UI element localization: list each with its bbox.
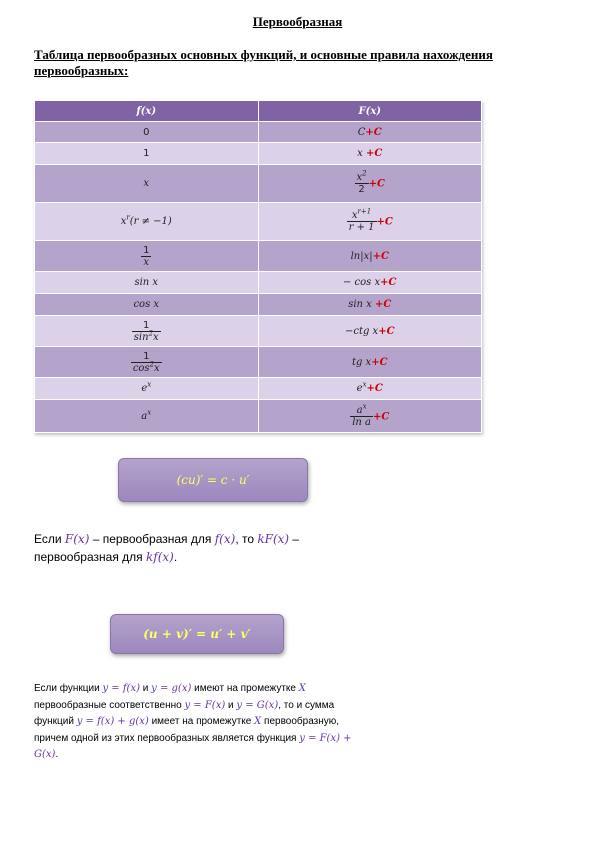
f-denominator-text: x xyxy=(143,256,150,268)
cell-antiderivative xyxy=(258,165,482,203)
rule-constant-multiple: Если F(x) – первообразная для f(x), то kF(x) – первообразная для kf(x). xyxy=(34,532,300,564)
plus-constant: +C xyxy=(371,356,388,368)
cell-function xyxy=(35,241,259,272)
f-expression: 1 xyxy=(143,148,150,159)
cell-antiderivative xyxy=(258,347,482,378)
F-fraction xyxy=(350,402,373,428)
plus-constant: +C xyxy=(372,411,390,422)
cell-function xyxy=(35,122,259,143)
F-numerator-exponent: x xyxy=(362,402,367,411)
f-expression: x xyxy=(120,216,127,227)
f-numerator xyxy=(132,320,161,332)
plus-constant: +C xyxy=(378,325,395,337)
F-numerator xyxy=(350,402,373,417)
table-row xyxy=(35,143,482,165)
intro-text: Таблица первообразных основных функций, и основные правила нахождения первообразных: xyxy=(34,47,493,78)
cell-antiderivative xyxy=(258,272,482,294)
F-expression: ln|x| xyxy=(350,250,373,262)
cell-antiderivative xyxy=(258,122,482,143)
F-expression: − cos x xyxy=(343,277,381,288)
f-numerator xyxy=(141,245,151,257)
F-expression: sin x xyxy=(348,299,375,310)
f-denominator-text: sin xyxy=(133,331,149,343)
formula-constant-rule: (cu)′ = c · u′ xyxy=(118,458,308,502)
plus-constant: +C xyxy=(380,277,397,288)
f-fraction xyxy=(141,245,151,268)
f-numerator-text: 1 xyxy=(143,244,150,256)
cell-function xyxy=(35,378,259,400)
F-exponent: x xyxy=(362,380,367,389)
cell-antiderivative xyxy=(258,294,482,316)
f-denominator xyxy=(131,360,162,374)
formula-sum-rule: (u + v)′ = u′ + v′ xyxy=(110,614,284,654)
f-condition: (r ≠ −1) xyxy=(129,216,172,227)
f-expression: a xyxy=(141,410,148,422)
F-denominator-text: ln a xyxy=(352,416,371,428)
F-denominator xyxy=(347,222,377,233)
header-F: F(x) xyxy=(258,101,482,122)
cell-function xyxy=(35,143,259,165)
F-fraction xyxy=(347,207,377,233)
cell-function xyxy=(35,400,259,433)
F-numerator xyxy=(347,207,377,222)
f-exponent: r xyxy=(126,213,130,222)
f-expression: 0 xyxy=(143,126,150,138)
cell-antiderivative xyxy=(258,400,482,433)
table-row xyxy=(35,241,482,272)
f-denominator xyxy=(141,257,151,268)
F-numerator-text: a xyxy=(356,404,363,416)
plus-constant: +C xyxy=(366,383,383,394)
plus-constant: +C xyxy=(372,250,389,262)
cell-antiderivative xyxy=(258,241,482,272)
F-fraction xyxy=(355,169,369,195)
f-denominator-exponent: 2 xyxy=(149,360,155,369)
f-expression: cos x xyxy=(133,299,160,310)
f-expression: x xyxy=(143,178,150,189)
F-numerator xyxy=(355,169,369,184)
cell-function xyxy=(35,347,259,378)
antiderivative-table xyxy=(34,100,482,433)
cell-antiderivative xyxy=(258,378,482,400)
f-numerator-text: 1 xyxy=(143,350,150,362)
page-title: Первообразная xyxy=(252,14,343,29)
plus-constant: +C xyxy=(374,299,392,310)
f-denominator-tail: x xyxy=(153,331,159,343)
f-expression: sin x xyxy=(134,277,159,288)
f-denominator xyxy=(132,329,161,343)
f-fraction xyxy=(132,320,161,343)
table-row xyxy=(35,294,482,316)
cell-function xyxy=(35,203,259,241)
F-denominator-text: r + 1 xyxy=(348,222,375,233)
f-expression: e xyxy=(141,383,148,394)
F-denominator-text: 2 xyxy=(358,184,365,195)
cell-function xyxy=(35,272,259,294)
plus-constant: +C xyxy=(365,126,382,138)
table-row xyxy=(35,400,482,433)
cell-function xyxy=(35,316,259,347)
header-f: f(x) xyxy=(35,101,259,122)
table-row xyxy=(35,165,482,203)
F-denominator xyxy=(355,184,369,195)
table-row xyxy=(35,378,482,400)
cell-antiderivative xyxy=(258,143,482,165)
table-row xyxy=(35,203,482,241)
f-exponent: x xyxy=(147,408,152,417)
table-row xyxy=(35,122,482,143)
F-numerator-exponent: 2 xyxy=(362,169,367,178)
F-expression: C xyxy=(357,126,366,138)
f-fraction xyxy=(131,351,162,374)
cell-function xyxy=(35,165,259,203)
f-denominator-exponent: 2 xyxy=(148,329,154,338)
cell-antiderivative xyxy=(258,316,482,347)
f-exponent: x xyxy=(147,380,152,389)
plus-constant: +C xyxy=(376,216,393,228)
rule-sum: Если функции y = f(x) и y = g(x) имеют на промежутке X первообразные соответственно y = F(x) и y = G(x), то и сумма функций y = f(x) + g(x) имеет на промежутке X первообразную, причем одной из этих первообразных является функция y = F(x) + G(x). xyxy=(34,683,352,760)
cell-function xyxy=(35,294,259,316)
table-row xyxy=(35,272,482,294)
F-numerator-text: x xyxy=(351,210,358,221)
table-row xyxy=(35,347,482,378)
F-expression: tg x xyxy=(351,356,372,368)
F-numerator-text: x xyxy=(356,172,363,183)
f-denominator-tail: x xyxy=(154,362,160,374)
plus-constant: +C xyxy=(365,148,383,159)
F-numerator-exponent: r+1 xyxy=(357,207,372,216)
cell-antiderivative xyxy=(258,203,482,241)
f-numerator xyxy=(131,351,162,363)
F-expression: e xyxy=(356,383,363,394)
F-denominator xyxy=(350,417,373,428)
f-numerator-text: 1 xyxy=(143,319,150,331)
F-expression: x xyxy=(357,148,366,159)
f-denominator-text: cos xyxy=(132,362,150,374)
plus-constant: +C xyxy=(368,178,385,190)
F-expression: −ctg x xyxy=(344,325,379,337)
table-row xyxy=(35,316,482,347)
